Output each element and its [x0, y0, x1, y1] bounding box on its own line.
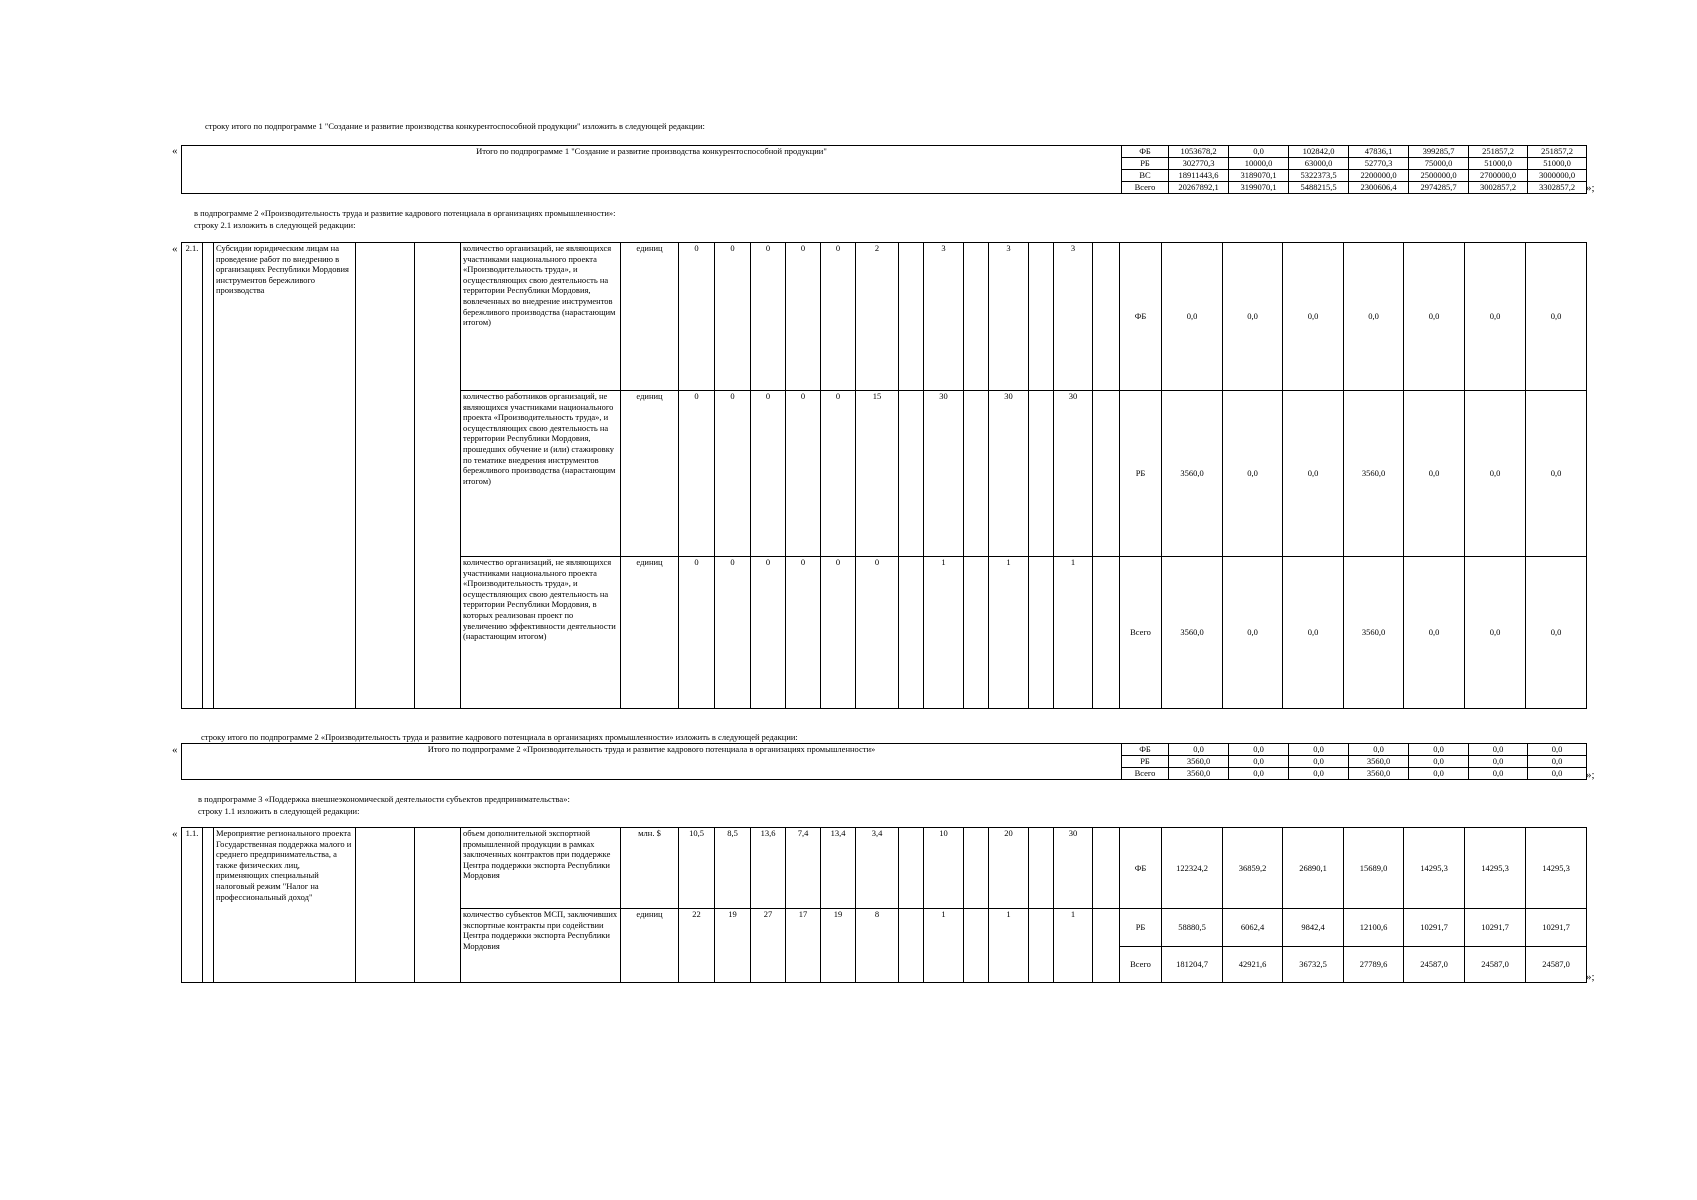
- finance-value: 10291,7: [1526, 909, 1587, 947]
- value-cell: 1053678,2: [1169, 146, 1229, 158]
- intro-row11: строку 1.1 изложить в следующей редакции:: [198, 806, 360, 816]
- indicator-value: 0: [786, 391, 821, 557]
- finance-value: 6062,4: [1223, 909, 1283, 947]
- finance-value: 3560,0: [1344, 391, 1404, 557]
- indicator-value: 30: [989, 391, 1029, 557]
- indicator-value: 0: [786, 557, 821, 709]
- finance-source: ФБ: [1120, 243, 1162, 391]
- empty-cell: [1029, 243, 1054, 391]
- empty-cell: [1093, 909, 1120, 983]
- finance-value: 3560,0: [1162, 391, 1223, 557]
- empty-cell: [899, 828, 924, 909]
- total2-table: [181, 743, 1587, 780]
- indicator-value: 3: [924, 243, 964, 391]
- indicator-value: 0: [821, 243, 856, 391]
- src-cell: РБ: [1122, 158, 1169, 170]
- src-cell: РБ: [1122, 756, 1169, 768]
- value-cell: 52770,3: [1349, 158, 1409, 170]
- empty-cell: [1093, 557, 1120, 709]
- open-quote: «: [172, 145, 178, 157]
- close-quote: »;: [1586, 182, 1595, 194]
- empty-cell: [964, 828, 989, 909]
- value-cell: 0,0: [1409, 768, 1469, 780]
- value-cell: 251857,2: [1528, 146, 1587, 158]
- empty-cell: [1093, 391, 1120, 557]
- finance-value: 122324,2: [1162, 828, 1223, 909]
- value-cell: 0,0: [1289, 744, 1349, 756]
- indicator-value: 0: [821, 391, 856, 557]
- indicator-value: 1: [924, 557, 964, 709]
- finance-value: 36859,2: [1223, 828, 1283, 909]
- indicator-unit: единиц: [621, 391, 679, 557]
- value-cell: 2200000,0: [1349, 170, 1409, 182]
- value-cell: 3002857,2: [1469, 182, 1528, 194]
- empty-cell: [899, 557, 924, 709]
- finance-value: 0,0: [1465, 557, 1526, 709]
- total1-table: [181, 145, 1587, 194]
- indicator-value: 0: [786, 243, 821, 391]
- indicator-unit: единиц: [621, 243, 679, 391]
- indicator-value: 3,4: [856, 828, 899, 909]
- indicator-text: количество работников организаций, не являющихся участниками национального проекта «Производительность труда», и осуществляющих свою деятельность на территории Республики Мордовия, прошедших обучение и (или) стажировку по тематике внедрения инструментов бережливого производства (нарастающим итогом): [461, 391, 621, 557]
- indicator-unit: единиц: [621, 909, 679, 983]
- indicator-value: 0: [856, 557, 899, 709]
- empty-cell: [415, 243, 461, 709]
- src-cell: Всего: [1122, 182, 1169, 194]
- finance-value: 0,0: [1223, 391, 1283, 557]
- empty-cell: [415, 828, 461, 983]
- value-cell: 3189070,1: [1229, 170, 1289, 182]
- close-quote: »;: [1586, 971, 1595, 983]
- finance-source: Всего: [1120, 557, 1162, 709]
- indicator-value: 3: [989, 243, 1029, 391]
- row21-table: [181, 242, 1587, 709]
- finance-value: 27789,6: [1344, 947, 1404, 983]
- intro-total2: строку итого по подпрограмме 2 «Производительность труда и развитие кадрового потенциала в организациях промышленности» изложить в следующей редакции:: [201, 732, 798, 742]
- empty-cell: [1029, 557, 1054, 709]
- indicator-value: 0: [715, 557, 751, 709]
- value-cell: 20267892,1: [1169, 182, 1229, 194]
- finance-source: ФБ: [1120, 828, 1162, 909]
- finance-value: 181204,7: [1162, 947, 1223, 983]
- empty-cell: [203, 828, 214, 983]
- finance-value: 15689,0: [1344, 828, 1404, 909]
- value-cell: 0,0: [1469, 756, 1528, 768]
- value-cell: 5322373,5: [1289, 170, 1349, 182]
- indicator-value: 10: [924, 828, 964, 909]
- value-cell: 5488215,5: [1289, 182, 1349, 194]
- finance-value: 0,0: [1283, 243, 1344, 391]
- empty-cell: [964, 909, 989, 983]
- indicator-value: 0: [679, 391, 715, 557]
- indicator-value: 0: [751, 557, 786, 709]
- value-cell: 3560,0: [1349, 756, 1409, 768]
- empty-cell: [964, 243, 989, 391]
- finance-value: 0,0: [1526, 557, 1587, 709]
- finance-value: 58880,5: [1162, 909, 1223, 947]
- value-cell: 3560,0: [1349, 768, 1409, 780]
- finance-value: 10291,7: [1404, 909, 1465, 947]
- value-cell: 3560,0: [1169, 768, 1229, 780]
- total2-name: Итого по подпрограмме 2 «Производительность труда и развитие кадрового потенциала в организациях промышленности»: [182, 744, 1122, 780]
- finance-value: 12100,6: [1344, 909, 1404, 947]
- indicator-unit: млн. $: [621, 828, 679, 909]
- indicator-value: 3: [1054, 243, 1093, 391]
- close-quote: »;: [1586, 769, 1595, 781]
- value-cell: 0,0: [1289, 756, 1349, 768]
- empty-cell: [1029, 828, 1054, 909]
- indicator-value: 0: [751, 243, 786, 391]
- src-cell: ВС: [1122, 170, 1169, 182]
- row11-table: [181, 827, 1587, 983]
- value-cell: 102842,0: [1289, 146, 1349, 158]
- finance-value: 0,0: [1162, 243, 1223, 391]
- indicator-value: 0: [751, 391, 786, 557]
- value-cell: 302770,3: [1169, 158, 1229, 170]
- intro-subprogram2: в подпрограмме 2 «Производительность труда и развитие кадрового потенциала в организациях промышленности»:: [194, 208, 616, 218]
- finance-value: 14295,3: [1526, 828, 1587, 909]
- value-cell: 3000000,0: [1528, 170, 1587, 182]
- row-number: 2.1.: [182, 243, 203, 709]
- value-cell: 47836,1: [1349, 146, 1409, 158]
- empty-cell: [964, 391, 989, 557]
- value-cell: 2300606,4: [1349, 182, 1409, 194]
- indicator-value: 0: [821, 557, 856, 709]
- indicator-value: 1: [924, 909, 964, 983]
- indicator-value: 30: [1054, 391, 1093, 557]
- value-cell: 0,0: [1409, 756, 1469, 768]
- value-cell: 3199070,1: [1229, 182, 1289, 194]
- indicator-value: 13,4: [821, 828, 856, 909]
- value-cell: 3302857,2: [1528, 182, 1587, 194]
- value-cell: 51000,0: [1469, 158, 1528, 170]
- finance-value: 42921,6: [1223, 947, 1283, 983]
- finance-source: РБ: [1120, 391, 1162, 557]
- indicator-value: 22: [679, 909, 715, 983]
- value-cell: 0,0: [1409, 744, 1469, 756]
- value-cell: 0,0: [1169, 744, 1229, 756]
- value-cell: 0,0: [1349, 744, 1409, 756]
- indicator-value: 1: [989, 557, 1029, 709]
- finance-value: 9842,4: [1283, 909, 1344, 947]
- value-cell: 0,0: [1229, 768, 1289, 780]
- empty-cell: [203, 243, 214, 709]
- finance-value: 0,0: [1465, 391, 1526, 557]
- value-cell: 0,0: [1469, 768, 1528, 780]
- finance-value: 0,0: [1344, 243, 1404, 391]
- row-number: 1.1.: [182, 828, 203, 983]
- indicator-value: 2: [856, 243, 899, 391]
- finance-value: 0,0: [1465, 243, 1526, 391]
- value-cell: 0,0: [1289, 768, 1349, 780]
- finance-value: 0,0: [1526, 243, 1587, 391]
- open-quote: «: [172, 744, 178, 756]
- indicator-value: 0: [715, 391, 751, 557]
- intro-subprogram3: в подпрограмме 3 «Поддержка внешнеэкономической деятельности субъектов предпринимательства»:: [198, 794, 570, 804]
- finance-value: 3560,0: [1344, 557, 1404, 709]
- indicator-value: 0: [679, 243, 715, 391]
- empty-cell: [1029, 909, 1054, 983]
- indicator-value: 8: [856, 909, 899, 983]
- indicator-value: 8,5: [715, 828, 751, 909]
- value-cell: 0,0: [1528, 756, 1587, 768]
- value-cell: 2974285,7: [1409, 182, 1469, 194]
- indicator-value: 0: [715, 243, 751, 391]
- empty-cell: [1093, 243, 1120, 391]
- indicator-value: 30: [924, 391, 964, 557]
- finance-value: 0,0: [1404, 557, 1465, 709]
- indicator-unit: единиц: [621, 557, 679, 709]
- finance-source: Всего: [1120, 947, 1162, 983]
- open-quote: «: [172, 243, 178, 255]
- value-cell: 10000,0: [1229, 158, 1289, 170]
- empty-cell: [964, 557, 989, 709]
- indicator-value: 30: [1054, 828, 1093, 909]
- finance-value: 14295,3: [1404, 828, 1465, 909]
- finance-value: 0,0: [1283, 557, 1344, 709]
- intro-total1: строку итого по подпрограмме 1 "Создание и развитие производства конкурентоспособной продукции" изложить в следующей редакции:: [205, 121, 705, 131]
- measure-name: Субсидии юридическим лицам на проведение работ по внедрению в организациях Республики Мордовия инструментов бережливого производства: [214, 243, 356, 709]
- indicator-text: количество субъектов МСП, заключивших экспортные контракты при содействии Центра поддержки экспорта Республики Мордовия: [461, 909, 621, 983]
- value-cell: 0,0: [1528, 768, 1587, 780]
- finance-value: 36732,5: [1283, 947, 1344, 983]
- empty-cell: [1093, 828, 1120, 909]
- indicator-value: 1: [989, 909, 1029, 983]
- measure-name: Мероприятие регионального проекта Государственная поддержка малого и среднего предпринимательства, а также физических лиц, применяющих специальный налоговый режим "Налог на профессиональный доход": [214, 828, 356, 983]
- value-cell: 0,0: [1229, 744, 1289, 756]
- finance-value: 0,0: [1283, 391, 1344, 557]
- value-cell: 2700000,0: [1469, 170, 1528, 182]
- finance-value: 0,0: [1223, 243, 1283, 391]
- empty-cell: [899, 243, 924, 391]
- value-cell: 51000,0: [1528, 158, 1587, 170]
- value-cell: 0,0: [1469, 744, 1528, 756]
- indicator-value: 1: [1054, 909, 1093, 983]
- intro-row21: строку 2.1 изложить в следующей редакции:: [194, 220, 356, 230]
- value-cell: 399285,7: [1409, 146, 1469, 158]
- finance-value: 0,0: [1404, 243, 1465, 391]
- finance-value: 3560,0: [1162, 557, 1223, 709]
- indicator-value: 13,6: [751, 828, 786, 909]
- finance-value: 24587,0: [1465, 947, 1526, 983]
- empty-cell: [899, 391, 924, 557]
- finance-value: 0,0: [1223, 557, 1283, 709]
- value-cell: 18911443,6: [1169, 170, 1229, 182]
- finance-value: 0,0: [1404, 391, 1465, 557]
- indicator-value: 20: [989, 828, 1029, 909]
- open-quote: «: [172, 828, 178, 840]
- indicator-value: 0: [679, 557, 715, 709]
- indicator-text: объем дополнительной экспортной промышленной продукции в рамках заключенных контрактов при поддержке Центра поддержки экспорта Республики Мордовия: [461, 828, 621, 909]
- indicator-value: 1: [1054, 557, 1093, 709]
- total1-name: Итого по подпрограмме 1 "Создание и развитие производства конкурентоспособной продукции": [182, 146, 1122, 194]
- src-cell: Всего: [1122, 768, 1169, 780]
- value-cell: 75000,0: [1409, 158, 1469, 170]
- finance-value: 14295,3: [1465, 828, 1526, 909]
- indicator-value: 15: [856, 391, 899, 557]
- finance-source: РБ: [1120, 909, 1162, 947]
- finance-value: 24587,0: [1404, 947, 1465, 983]
- src-cell: ФБ: [1122, 744, 1169, 756]
- finance-value: 26890,1: [1283, 828, 1344, 909]
- empty-cell: [899, 909, 924, 983]
- indicator-text: количество организаций, не являющихся участниками национального проекта «Производительность труда», и осуществляющих свою деятельность на территории Республики Мордовия, вовлеченных во внедрение инструментов бережливого производства (нарастающим итогом): [461, 243, 621, 391]
- empty-cell: [356, 828, 415, 983]
- indicator-value: 27: [751, 909, 786, 983]
- value-cell: 0,0: [1229, 756, 1289, 768]
- value-cell: 0,0: [1229, 146, 1289, 158]
- indicator-value: 19: [821, 909, 856, 983]
- indicator-value: 7,4: [786, 828, 821, 909]
- indicator-value: 10,5: [679, 828, 715, 909]
- indicator-value: 17: [786, 909, 821, 983]
- value-cell: 2500000,0: [1409, 170, 1469, 182]
- indicator-value: 19: [715, 909, 751, 983]
- value-cell: 0,0: [1528, 744, 1587, 756]
- value-cell: 63000,0: [1289, 158, 1349, 170]
- finance-value: 0,0: [1526, 391, 1587, 557]
- indicator-text: количество организаций, не являющихся участниками национального проекта «Производительность труда», и осуществляющих свою деятельность на территории Республики Мордовия, в которых реализован проект по увеличению эффективности деятельности (нарастающим итогом): [461, 557, 621, 709]
- empty-cell: [1029, 391, 1054, 557]
- value-cell: 3560,0: [1169, 756, 1229, 768]
- empty-cell: [356, 243, 415, 709]
- finance-value: 24587,0: [1526, 947, 1587, 983]
- src-cell: ФБ: [1122, 146, 1169, 158]
- finance-value: 10291,7: [1465, 909, 1526, 947]
- value-cell: 251857,2: [1469, 146, 1528, 158]
